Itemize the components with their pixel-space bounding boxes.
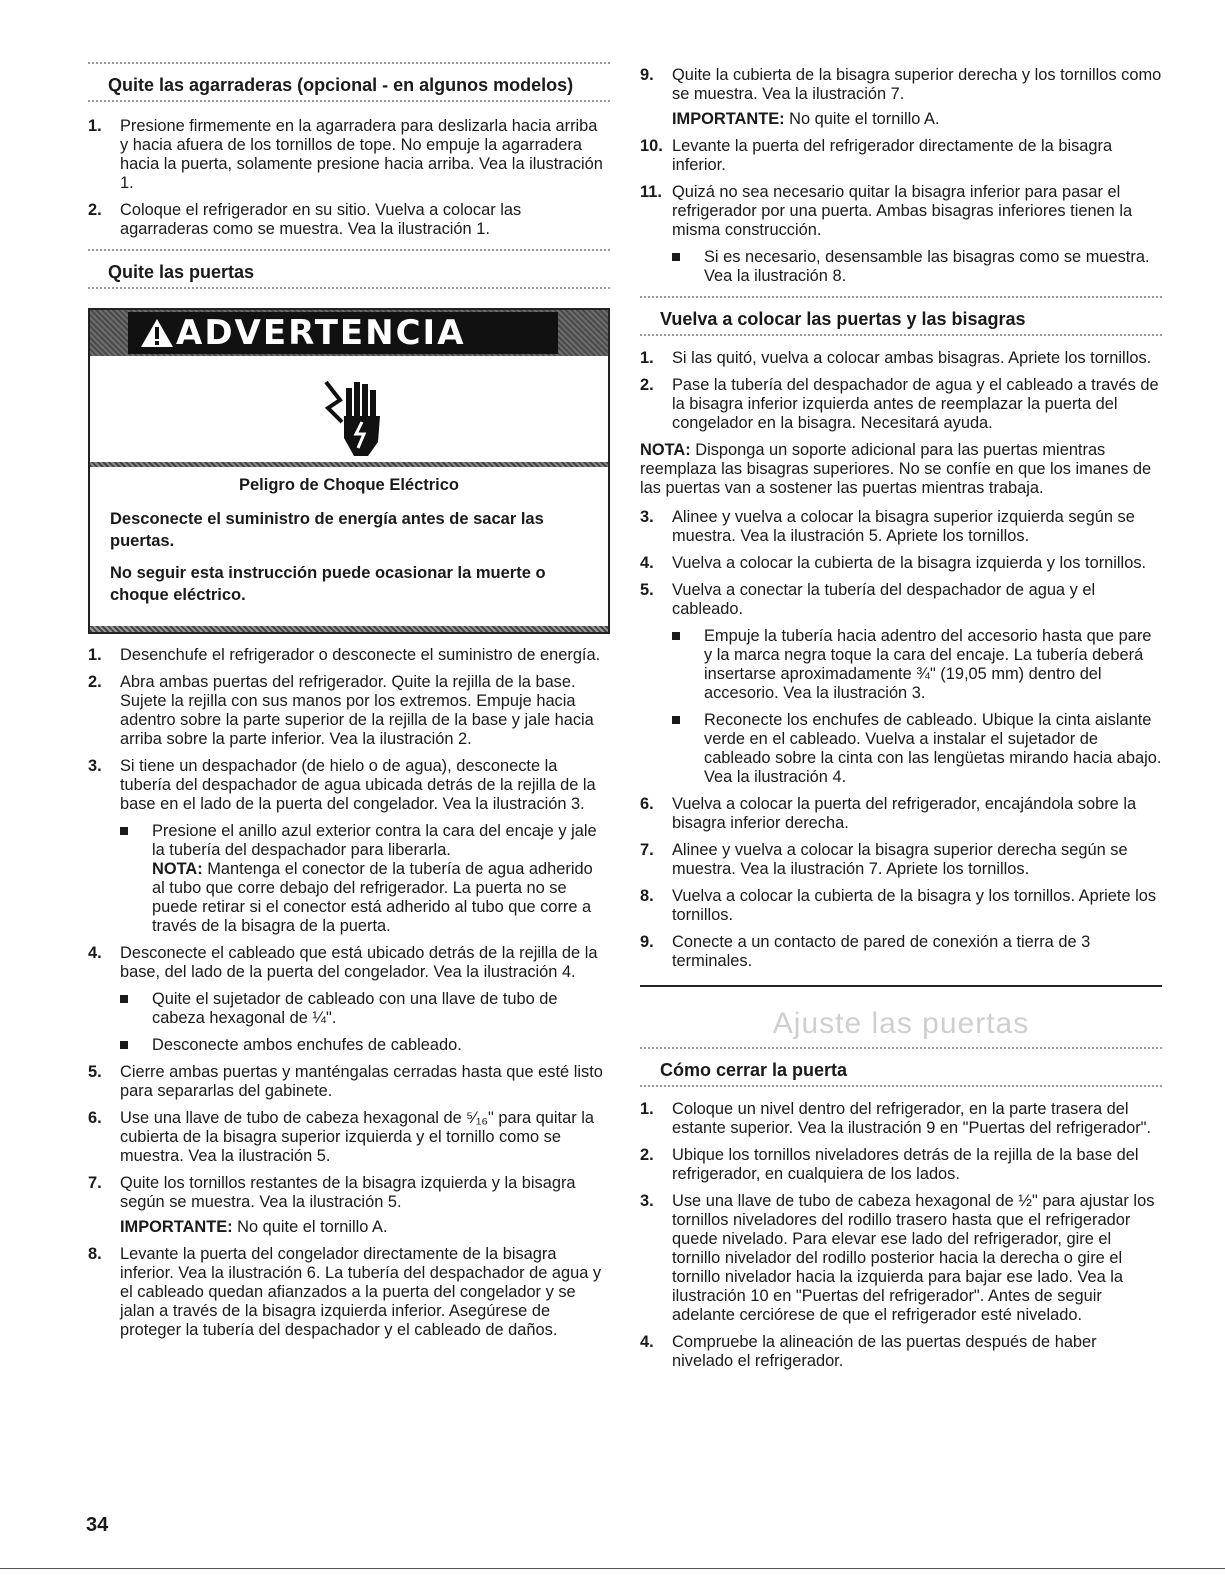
step-text: Vuelva a colocar la puerta del refrigerador, encajándola sobre la bisagra inferior derecha.: [672, 795, 1137, 832]
step-text: Si tiene un despachador (de hielo o de agua), desconecte la tubería del despachador de agua ubicada detrás de la rejilla de la base en el lado de la puerta del congelador. Vea la ilustración 3.: [120, 757, 596, 813]
warning-subtitle: Peligro de Choque Eléctrico: [238, 476, 460, 494]
step-number: 5.: [88, 1063, 102, 1081]
step-number: 7.: [640, 841, 654, 859]
left-column: [88, 62, 610, 1348]
step-text: Levante la puerta del congelador directamente de la bisagra inferior. Vea la ilustración 6. La tubería del despachador de agua y el cableado quedan afianzados a la puerta del congelador y se jalan a través de la bisagra izquierda inferior. Asegúrese de proteger la tubería del despachador y el cableado de daños.: [120, 1245, 602, 1339]
step-text: Quite la cubierta de la bisagra superior derecha y los tornillos como se muestra. Vea la ilustración 7.: [672, 66, 1162, 103]
bullet-item: [672, 711, 1162, 787]
bullet-square-icon: [120, 995, 128, 1003]
bullet-item: [120, 822, 610, 936]
note-label: NOTA:: [640, 441, 691, 459]
step-number: 2.: [88, 201, 102, 219]
important-text: No quite el tornillo A.: [789, 110, 940, 128]
dotted-rule: [88, 62, 610, 69]
list-item: [88, 944, 610, 1055]
step-number: 2.: [640, 376, 654, 394]
dotted-rule: [88, 249, 610, 256]
section-header-handles: [88, 62, 610, 107]
step-text: Si las quitó, vuelva a colocar ambas bisagras. Apriete los tornillos.: [672, 349, 1152, 367]
bullet-square-icon: [120, 1041, 128, 1049]
step-text: Cierre ambas puertas y manténgalas cerradas hasta que esté listo para separarlas del gabinete.: [120, 1063, 603, 1100]
warning-divider: [90, 462, 608, 467]
warning-body: [110, 508, 592, 616]
bullet-text: Desconecte ambos enchufes de cableado.: [152, 1036, 462, 1054]
list-item: [640, 1192, 1162, 1325]
step-number: 4.: [640, 1333, 654, 1351]
list-item: [640, 887, 1162, 925]
section-header-close-door: [640, 1047, 1162, 1092]
bullet-text: Empuje la tubería hacia adentro del accesorio hasta que pare y la marca negra toque la cara del encaje. La tubería deberá insertarse aproximadamente ¾" (19,05 mm) dentro del accesorio. Vea la ilustración 3.: [704, 627, 1152, 702]
note-text: Disponga un soporte adicional para las puertas mientras reemplaza las bisagras superiores. No se confíe en que los imanes de las puertas van a sostener las puertas mientras trabaja.: [640, 441, 1152, 497]
step-text: Presione firmemente en la agarradera para deslizarla hacia arriba y hacia afuera de los tornillos de tope. No empuje la agarradera hacia la puerta, solamente presione hacia arriba. Vea la ilustración 1.: [120, 117, 603, 192]
list-item: [88, 1109, 610, 1166]
step-text: Levante la puerta del refrigerador directamente de la bisagra inferior.: [672, 137, 1113, 174]
bullet-square-icon: [672, 253, 680, 261]
step-number: 10.: [640, 137, 663, 155]
warning-line: No seguir esta instrucción puede ocasionar la muerte o choque eléctrico.: [110, 564, 546, 604]
page-bottom-rule: [0, 1568, 1225, 1569]
step-number: 1.: [640, 349, 654, 367]
step-text: Conecte a un contacto de pared de conexión a tierra de 3 terminales.: [672, 933, 1091, 970]
step-number: 3.: [88, 757, 102, 775]
bullet-square-icon: [120, 827, 128, 835]
electric-shock-hand-icon: [318, 378, 388, 458]
section-header-replace: [640, 296, 1162, 341]
bullet-square-icon: [672, 716, 680, 724]
step-number: 8.: [640, 887, 654, 905]
steps-replace-a: [640, 349, 1162, 433]
important-note: [120, 1218, 610, 1237]
step-number: 3.: [640, 1192, 654, 1210]
list-item: [640, 1146, 1162, 1184]
step-number: 7.: [88, 1174, 102, 1192]
warning-title: [128, 312, 558, 354]
step-number: 1.: [88, 117, 102, 135]
list-item: [88, 1063, 610, 1101]
list-item: [640, 508, 1162, 546]
bullet-text: Presione el anillo azul exterior contra la cara del encaje y jale la tubería del despachador para liberarla.: [152, 822, 597, 859]
warning-line: Desconecte el suministro de energía antes de sacar las puertas.: [110, 510, 544, 550]
list-item: [88, 1245, 610, 1340]
step-number: 9.: [640, 66, 654, 84]
step-number: 6.: [640, 795, 654, 813]
important-label: IMPORTANTE:: [120, 1218, 233, 1236]
section-header-doors: [88, 249, 610, 294]
step-number: 9.: [640, 933, 654, 951]
steps-replace-c: [640, 795, 1162, 971]
dotted-rule: [640, 334, 1162, 341]
list-item: [640, 795, 1162, 833]
step-text: Ubique los tornillos niveladores detrás de la rejilla de la base del refrigerador, en cualquiera de los lados.: [672, 1146, 1139, 1183]
dotted-rule: [640, 296, 1162, 303]
step-text: Vuelva a colocar la cubierta de la bisagra y los tornillos. Apriete los tornillos.: [672, 887, 1157, 924]
list-item: [640, 1333, 1162, 1371]
section-title: Vuelva a colocar las puertas y las bisagras: [660, 309, 1026, 329]
list-item: [640, 183, 1162, 286]
list-item: [88, 117, 610, 193]
step-text: Desenchufe el refrigerador o desconecte el suministro de energía.: [120, 646, 601, 664]
list-item: [640, 581, 1162, 787]
step-text: Abra ambas puertas del refrigerador. Quite la rejilla de la base. Sujete la rejilla con sus manos por los extremos. Empuje hacia adentro sobre la parte superior de la rejilla de la base y jale hacia arriba sobre la parte inferior. Vea la ilustración 2.: [120, 673, 594, 748]
dotted-rule: [88, 100, 610, 107]
section-title: Quite las puertas: [108, 262, 255, 282]
step-number: 8.: [88, 1245, 102, 1263]
warning-header-band: [90, 310, 608, 356]
list-item: [640, 1100, 1162, 1138]
important-text: No quite el tornillo A.: [237, 1218, 388, 1236]
dotted-rule: [640, 1047, 1162, 1054]
bullet-item: [672, 627, 1162, 703]
step-number: 4.: [88, 944, 102, 962]
step-number: 2.: [640, 1146, 654, 1164]
step-text: Use una llave de tubo de cabeza hexagonal de ⁵⁄₁₆" para quitar la cubierta de la bisagra superior izquierda y el tornillo como se muestra. Vea la ilustración 5.: [120, 1109, 594, 1165]
chapter-heading: Ajuste las puertas: [772, 1007, 1030, 1040]
step-text: Coloque el refrigerador en su sitio. Vuelva a colocar las agarraderas como se muestra. Vea la ilustración 1.: [120, 201, 522, 238]
section-title: Cómo cerrar la puerta: [660, 1060, 848, 1080]
step-text: Vuelva a conectar la tubería del despachador de agua y el cableado.: [672, 581, 1096, 618]
list-item: [640, 933, 1162, 971]
important-note: [672, 110, 1162, 129]
list-item: [88, 673, 610, 749]
step-text: Quite los tornillos restantes de la bisagra izquierda y la bisagra según se muestra. Vea la ilustración 5.: [120, 1174, 576, 1211]
step-text: Desconecte el cableado que está ubicado detrás de la rejilla de la base, del lado de la puerta del congelador. Vea la ilustración 4.: [120, 944, 598, 981]
steps-continued: [640, 66, 1162, 286]
bullet-text: Reconecte los enchufes de cableado. Ubique la cinta aislante verde en el cableado. Vuelva a instalar el sujetador de cableado sobre la cinta con las lengüetas mirando hacia abajo. Vea la ilustración 4.: [704, 711, 1162, 786]
note-paragraph: [152, 860, 610, 936]
warning-bottom-band: [90, 626, 608, 632]
step-number: 1.: [88, 646, 102, 664]
step-number: 6.: [88, 1109, 102, 1127]
page-number: 34: [86, 1514, 109, 1536]
list-item: [640, 376, 1162, 433]
steps-remove-doors: [88, 646, 610, 1340]
list-item: [88, 757, 610, 936]
bullet-item: [672, 248, 1162, 286]
dotted-rule: [88, 287, 610, 294]
bullet-item: [120, 1036, 610, 1055]
steps-close-door: [640, 1100, 1162, 1371]
step-text: Vuelva a colocar la cubierta de la bisagra izquierda y los tornillos.: [672, 554, 1147, 572]
bullet-square-icon: [672, 632, 680, 640]
step-number: 4.: [640, 554, 654, 572]
note-text: Mantenga el conector de la tubería de agua adherido al tubo que corre debajo del refrigerador. La puerta no se puede retirar si el conector está adherido al tubo que corre a través de la bisagra de la puerta.: [152, 860, 593, 935]
important-label: IMPORTANTE:: [672, 110, 785, 128]
bullet-item: [120, 990, 610, 1028]
right-column: [640, 66, 1162, 1379]
warning-triangle-icon: [140, 318, 174, 348]
steps-handles: [88, 117, 610, 239]
step-number: 3.: [640, 508, 654, 526]
list-item: [640, 349, 1162, 368]
step-text: Coloque un nivel dentro del refrigerador, en la parte trasera del estante superior. Vea la ilustración 9 en "Puertas del refrigerador".: [672, 1100, 1152, 1137]
step-number: 5.: [640, 581, 654, 599]
list-item: [640, 66, 1162, 129]
step-text: Alinee y vuelva a colocar la bisagra superior izquierda según se muestra. Vea la ilustración 5. Apriete los tornillos.: [672, 508, 1135, 545]
list-item: [640, 137, 1162, 175]
step-text: Compruebe la alineación de las puertas después de haber nivelado el refrigerador.: [672, 1333, 1097, 1370]
step-text: Use una llave de tubo de cabeza hexagonal de ½" para ajustar los tornillos niveladores del rodillo trasero hasta que el refrigerador quede nivelado. Para elevar ese lado del refrigerador, gire el tornillo nivelador del rodillo posterior hacia la derecha o gire el tornillo nivelador hacia la izquierda para bajar ese lado. Vea la ilustración 10 en "Puertas del refrigerador". Antes de seguir adelante cerciórese de que el refrigerador esté nivelado.: [672, 1192, 1155, 1324]
step-number: 2.: [88, 673, 102, 691]
dotted-rule: [640, 1085, 1162, 1092]
list-item: [88, 201, 610, 239]
step-number: 1.: [640, 1100, 654, 1118]
list-item: [88, 1174, 610, 1237]
step-number: 11.: [640, 183, 662, 201]
note-paragraph: [640, 441, 1162, 498]
list-item: [640, 841, 1162, 879]
bullet-text: Si es necesario, desensamble las bisagras como se muestra. Vea la ilustración 8.: [704, 248, 1150, 285]
warning-box: [88, 308, 610, 634]
steps-replace-b: [640, 508, 1162, 787]
warning-title-text: ADVERTENCIA: [176, 313, 466, 353]
section-divider: [640, 985, 1162, 987]
bullet-text: Quite el sujetador de cableado con una llave de tubo de cabeza hexagonal de ¼".: [152, 990, 558, 1027]
step-text: Pase la tubería del despachador de agua y el cableado a través de la bisagra inferior izquierda antes de reemplazar la puerta del congelador en la bisagra. Necesitará ayuda.: [672, 376, 1159, 432]
note-label: NOTA:: [152, 860, 203, 878]
list-item: [88, 646, 610, 665]
list-item: [640, 554, 1162, 573]
step-text: Alinee y vuelva a colocar la bisagra superior derecha según se muestra. Vea la ilustración 7. Apriete los tornillos.: [672, 841, 1128, 878]
section-title: Quite las agarraderas (opcional - en algunos modelos): [108, 75, 574, 95]
step-text: Quizá no sea necesario quitar la bisagra inferior para pasar el refrigerador por una puerta. Ambas bisagras inferiores tienen la misma construcción.: [672, 183, 1133, 239]
